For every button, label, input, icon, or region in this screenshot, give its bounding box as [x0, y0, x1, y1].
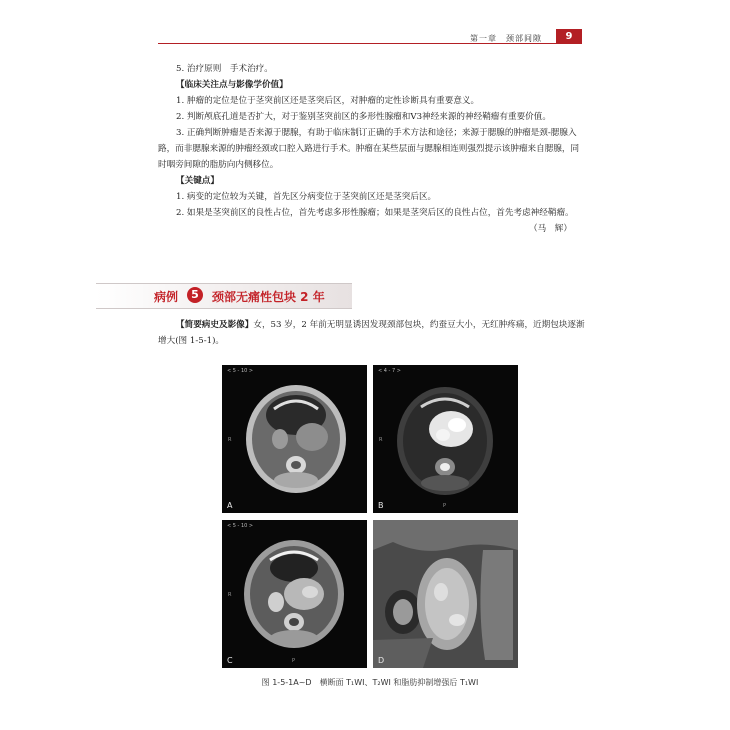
mri-panel-a [222, 365, 367, 513]
slice-indicator: < 4 - 7 > [378, 368, 401, 374]
panel-label: A [227, 501, 233, 510]
panel-label: C [227, 656, 233, 665]
mri-image-c [222, 520, 367, 668]
panel-label: D [378, 656, 385, 665]
key-item: 1. 病变的定位较为关键，首先区分病变位于茎突前区还是茎突后区。 [176, 192, 437, 202]
clinical-item: 3. 正确判断肿瘤是否来源于腮腺，有助于临床制订正确的手术方法和途径；来源于腮腺的肿瘤是颈-腮腺入路，而非腮腺来源的肿瘤经颈或口腔入路进行手术。肿瘤在某些层面与腮腺相连则强烈提示该肿瘤来自腮腺，同时咽旁间隙的脂肪向内侧移位。 [158, 128, 580, 170]
mri-panel-b [373, 365, 518, 513]
case-label: 病例 [154, 290, 179, 304]
case-number-badge: 5 [187, 287, 203, 303]
history-text: 女，53 岁，2 年前无明显诱因发现颈部包块，约蚕豆大小，无红肿疼痛，近期包块逐渐增大(图 1-5-1)。 [158, 320, 585, 346]
mri-panel-c [222, 520, 367, 668]
author-credit: （马 辉） [529, 224, 572, 234]
panel-label: B [378, 501, 384, 510]
history-heading: 【简要病史及影像】 [176, 320, 254, 330]
mri-image-d [373, 520, 518, 668]
key-heading: 【关键点】 [176, 176, 219, 186]
case-title: 颈部无痛性包块 2 年 [212, 290, 325, 304]
side-marker: R [379, 437, 383, 443]
mri-image-b [373, 365, 518, 513]
slice-indicator: < 5 - 10 > [227, 523, 254, 529]
case-banner [96, 283, 352, 309]
section-upper [158, 61, 586, 237]
side-marker: R [228, 592, 232, 598]
posterior-marker: P [443, 503, 447, 509]
clinical-heading: 【临床关注点与影像学价值】 [176, 80, 288, 90]
key-item: 2. 如果是茎突前区的良性占位，首先考虑多形性腺瘤；如果是茎突后区的良性占位，首先考虑神经鞘瘤。 [176, 208, 574, 218]
posterior-marker: P [292, 658, 296, 664]
mri-image-a [222, 365, 367, 513]
history-section [158, 317, 586, 349]
mri-figure [222, 365, 518, 669]
header-rule [158, 43, 578, 44]
clinical-item: 1. 肿瘤的定位是位于茎突前区还是茎突后区，对肿瘤的定性诊断具有重要意义。 [176, 96, 480, 106]
treatment-line: 5. 治疗原则 手术治疗。 [176, 64, 273, 74]
chapter-title: 第一章 颈部间隙 [470, 34, 542, 43]
figure-caption: 图 1-5-1A~D 横断面 T₁WI、T₂WI 和脂肪抑制增强后 T₁WI [261, 678, 479, 687]
page-number: 9 [556, 29, 582, 44]
side-marker: R [228, 437, 232, 443]
clinical-item: 2. 判断颅底孔道是否扩大，对于鉴别茎突前区的多形性腺瘤和V3神经来源的神经鞘瘤有重要价值。 [176, 112, 551, 122]
slice-indicator: < 5 - 10 > [227, 368, 254, 374]
mri-panel-d [373, 520, 518, 668]
